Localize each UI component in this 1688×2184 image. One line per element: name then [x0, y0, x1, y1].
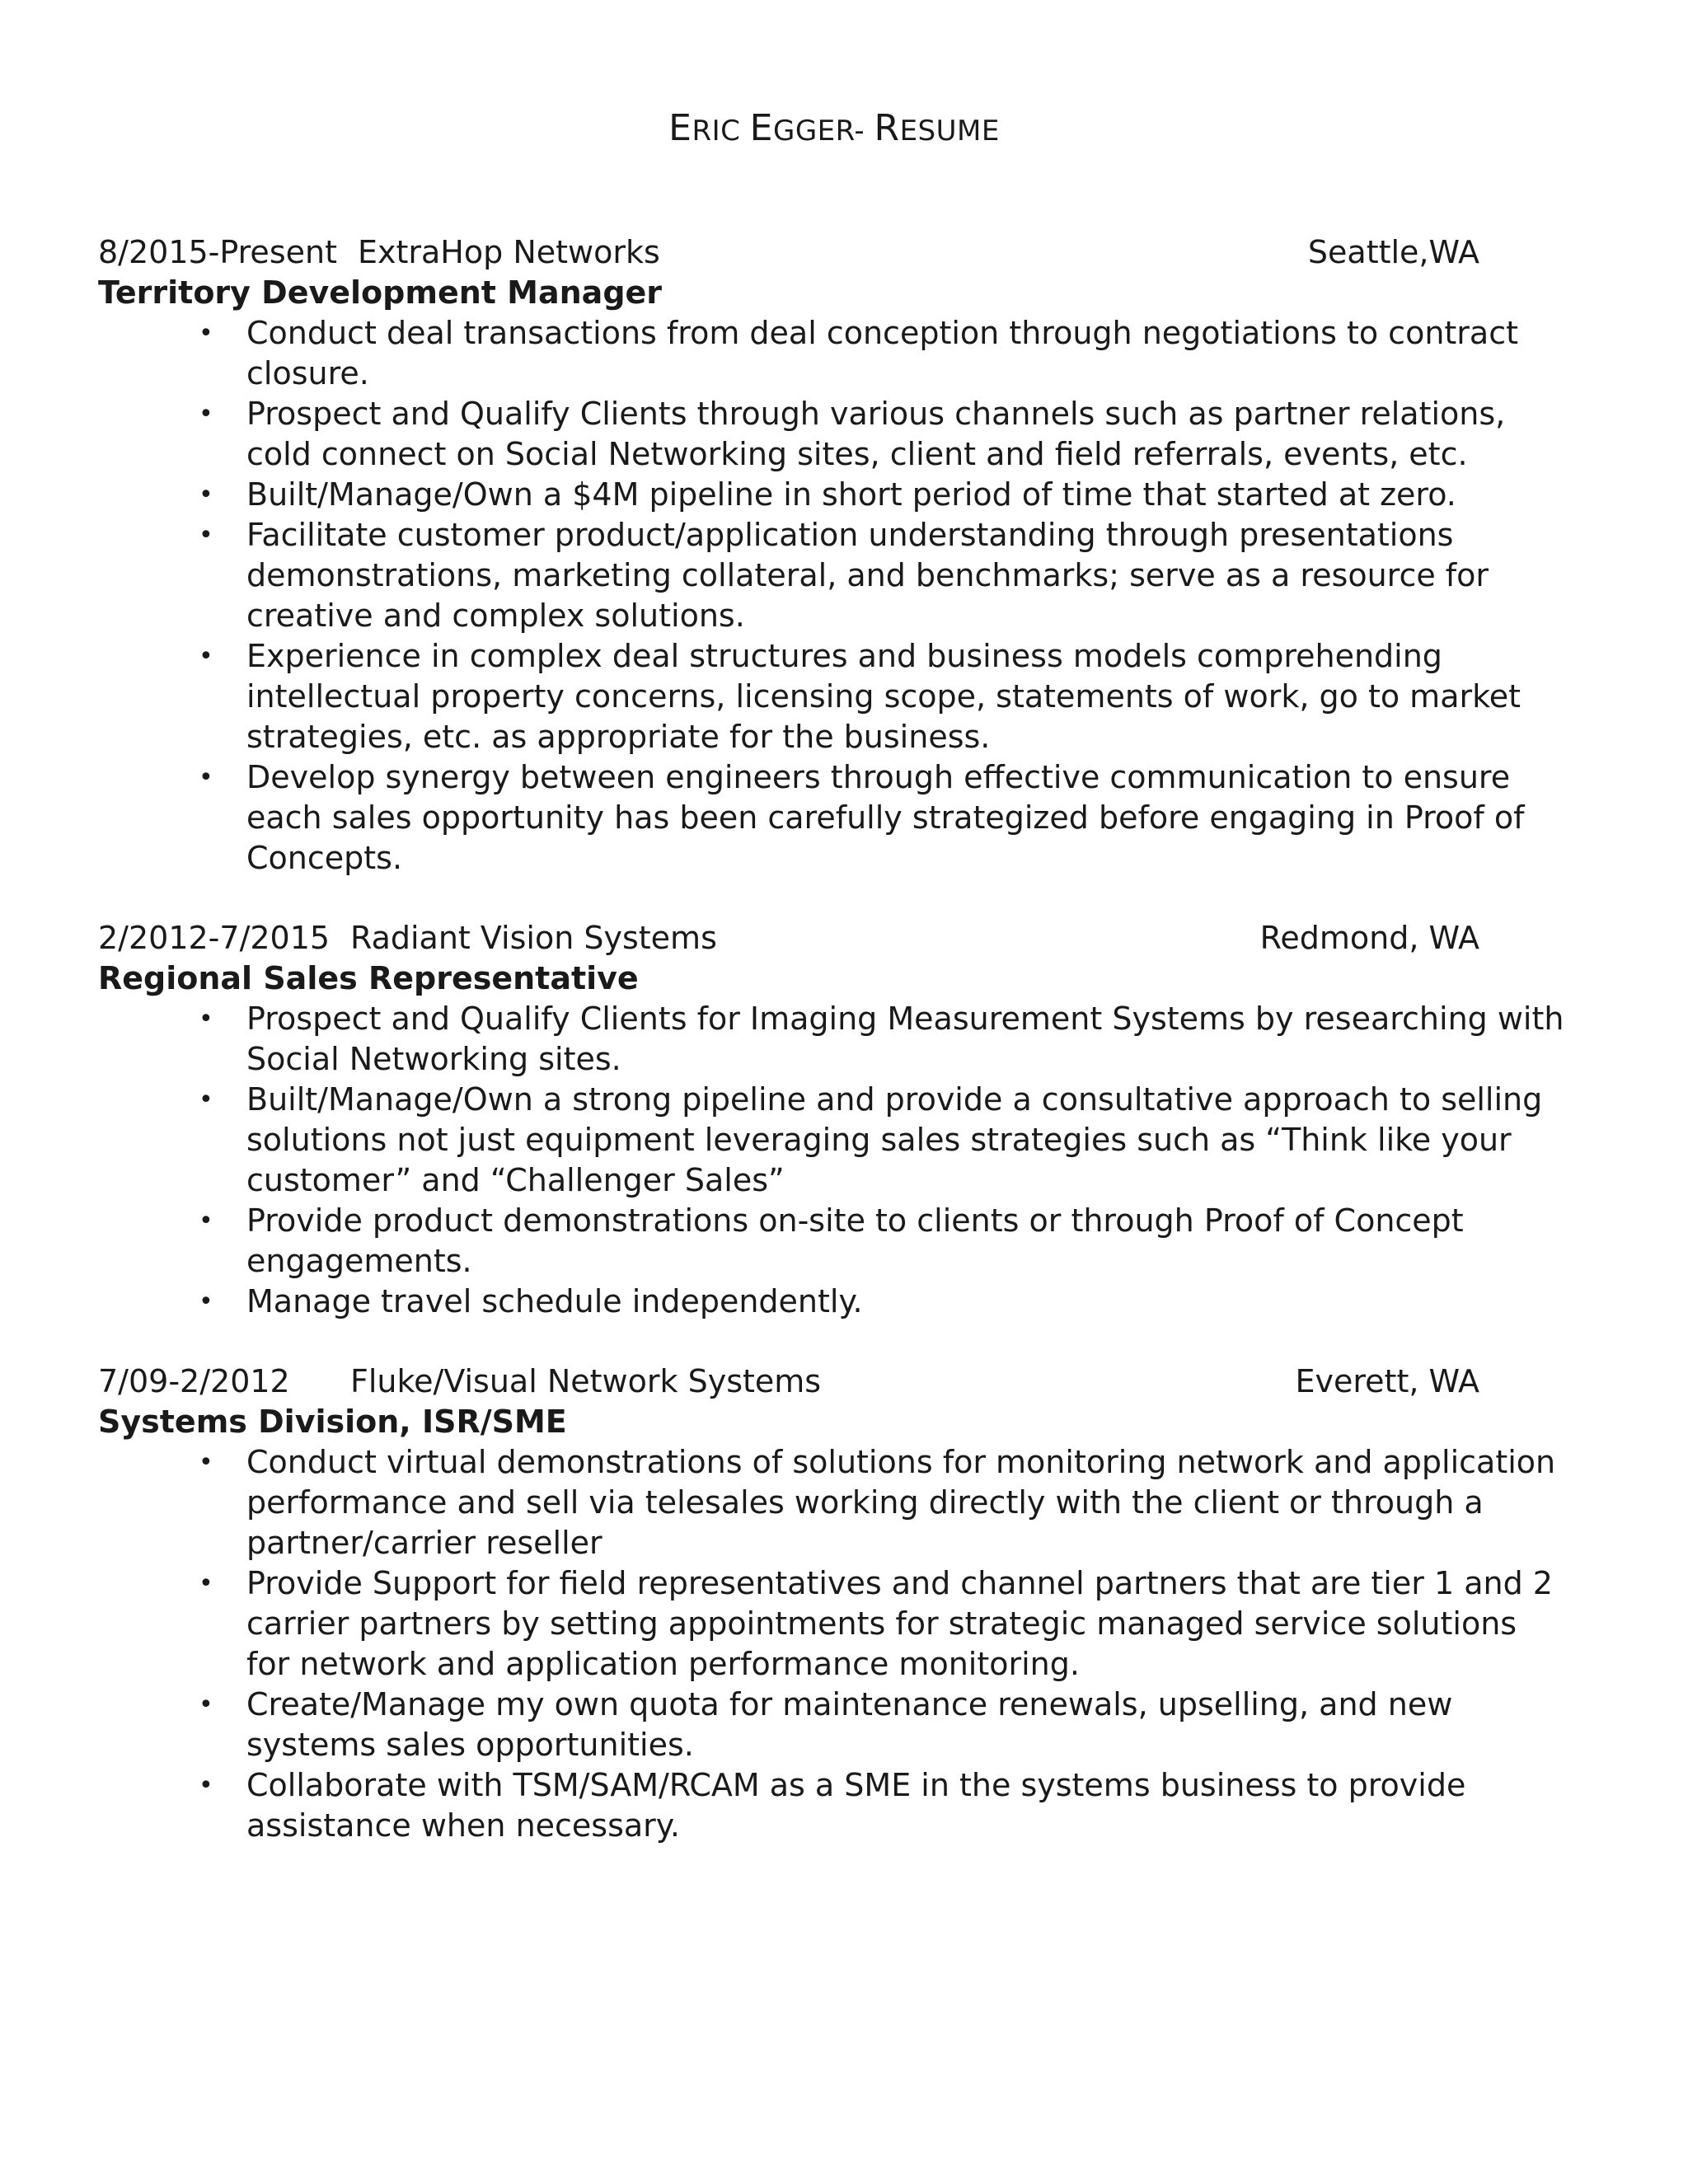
bullet-icon: • — [199, 1005, 213, 1033]
bullet-icon: • — [199, 319, 213, 348]
bullet-icon: • — [199, 1569, 213, 1598]
job-dates: 2/2012-7/2015 — [98, 920, 331, 956]
bullet-icon: • — [199, 1207, 213, 1235]
bullet-icon: • — [199, 1287, 213, 1316]
job-bullet-list — [98, 999, 1582, 1322]
list-item: • Built/Manage/Own a strong pipeline and provide a consultative approach to selling solutions not just equipment leveraging sales strategies such as “Think like your customer” and “Challenger Sales” — [199, 1081, 1543, 1198]
list-item: • Conduct virtual demonstrations of solutions for monitoring network and application performance and sell via telesales working directly with the client or through a partner/carrier reseller — [199, 1444, 1556, 1561]
bullet-icon: • — [199, 1448, 213, 1477]
list-item: • Conduct deal transactions from deal conception through negotiations to contract closure. — [199, 315, 1519, 391]
job-bullet-list — [98, 1442, 1582, 1846]
job-location: Redmond, WA — [1259, 920, 1479, 956]
list-item: • Provide Support for field representatives and channel partners that are tier 1 and 2 carrier partners by setting appointments for strategic managed service solutions for network and application performance monitoring. — [199, 1565, 1553, 1682]
list-item: • Provide product demonstrations on-site to clients or through Proof of Concept engagements. — [199, 1202, 1464, 1279]
list-item: • Prospect and Qualify Clients through various channels such as partner relations, cold connect on Social Networking sites, client and field referrals, events, etc. — [199, 396, 1506, 472]
bullet-icon: • — [199, 480, 213, 509]
bullet-icon: • — [199, 1085, 213, 1114]
job-location: Everett, WA — [1295, 1363, 1479, 1399]
job-entry-extrahop — [98, 232, 1582, 879]
bullet-icon: • — [199, 521, 213, 550]
list-item: • Prospect and Qualify Clients for Imaging Measurement Systems by researching with Social Networking sites. — [199, 1001, 1564, 1077]
bullet-icon: • — [199, 642, 213, 671]
job-company: ExtraHop Networks — [358, 234, 660, 270]
job-company: Fluke/Visual Network Systems — [350, 1363, 822, 1399]
job-dates: 7/09-2/2012 — [98, 1363, 290, 1399]
list-item: • Facilitate customer product/application understanding through presentations demonstrations, marketing collateral, and benchmarks; serve as a resource for creative and complex solutions. — [199, 517, 1489, 634]
bullet-icon: • — [199, 1690, 213, 1719]
list-item: • Create/Manage my own quota for maintenance renewals, upselling, and new systems sales opportunities. — [199, 1686, 1453, 1763]
job-entry-radiant — [98, 918, 1582, 1322]
job-role: Systems Division, ISR/SME — [98, 1404, 567, 1440]
job-location: Seattle,WA — [1307, 234, 1479, 270]
job-bullet-list — [98, 313, 1582, 879]
list-item: • Develop synergy between engineers through effective communication to ensure each sales opportunity has been carefully strategized before engaging in Proof of Concepts. — [199, 759, 1525, 876]
job-role: Regional Sales Representative — [98, 960, 639, 996]
job-header — [98, 1361, 1582, 1402]
list-item: • Built/Manage/Own a $4M pipeline in short period of time that started at zero. — [98, 475, 1565, 515]
job-header — [98, 918, 1582, 958]
list-item: • Collaborate with TSM/SAM/RCAM as a SME in the systems business to provide assistance when necessary. — [199, 1767, 1466, 1844]
list-item: • Manage travel schedule independently. — [98, 1282, 1565, 1322]
job-company: Radiant Vision Systems — [350, 920, 717, 956]
document-title: ERIC EGGER- RESUME — [668, 107, 1000, 149]
job-header — [98, 232, 1582, 273]
job-dates: 8/2015-Present — [98, 234, 337, 270]
bullet-icon: • — [199, 763, 213, 792]
job-entry-fluke — [98, 1361, 1582, 1846]
list-item: • Experience in complex deal structures and business models comprehending intellectual property concerns, licensing scope, statements of work, go to market strategies, etc. as appropriate for the business. — [199, 638, 1522, 755]
job-role: Territory Development Manager — [98, 274, 663, 311]
bullet-icon: • — [199, 400, 213, 429]
bullet-icon: • — [199, 1771, 213, 1800]
